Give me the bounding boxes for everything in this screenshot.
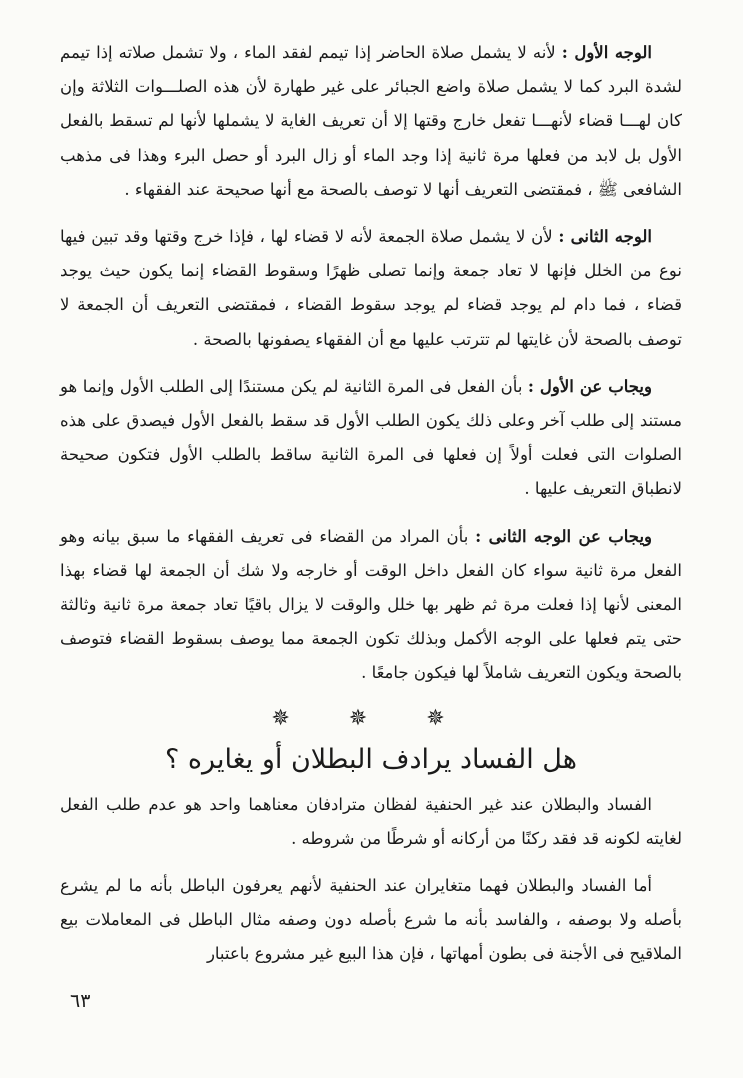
document-page — [60, 36, 682, 985]
paragraph-answer-first — [60, 370, 682, 507]
paragraph-text: بأن المراد من القضاء فى تعريف الفقهاء ما سبق بيانه وهو الفعل مرة ثانية سواء كان الفعل داخل الوقت أو خارجه ولا شك أن الجمعة لها قضاء بهذا المعنى لأنها إذا فعلت مرة ثم ظهر بها خلل والوقت لا يزال باقيًا تعاد جمعة مرة ثانية وثالثة حتى يتم فعلها على الوجه الأكمل وبذلك تكون الجمعة مما يوصف بسقوط القضاء فتوصف بالصحة ويكون التعريف شاملاً لها فيكون جامعًا . — [60, 526, 682, 683]
page-number: ٦٣ — [70, 990, 91, 1012]
paragraph-lead: ويجاب عن الأول : — [527, 376, 652, 396]
paragraph-answer-second — [60, 520, 682, 691]
section-separator: ✵ ✵ ✵ — [271, 705, 471, 731]
section-paragraph: الفساد والبطلان عند غير الحنفية لفظان مترادفان معناهما واحد هو عدم طلب الفعل لغايته لكونه قد فقد ركنًا من أركانه أو شرطًا من شروطه . — [60, 794, 682, 848]
paragraph-text: بأن الفعل فى المرة الثانية لم يكن مستندًا إلى الطلب الأول وإنما هو مستند إلى طلب آخر وعلى ذلك يكون الطلب الأول قد سقط بالفعل الأول فيصدق على هذه الصلوات التى فعلت أولاً إن فعلها فى المرة الثانية ساقط بالطلب الأول فتكون صحيحة لانطباق التعريف عليها . — [60, 376, 682, 499]
paragraph-text: لأن لا يشمل صلاة الجمعة لأنه لا قضاء لها ، فإذا خرج وقتها وقد تبين فيها نوع من الخلل فإنها لا تعاد جمعة وإنما تصلى ظهرًا وسقوط القضاء إنما يكون حيث يوجد قضاء ، فما دام لم يوجد قضاء لم يوجد سقوط القضاء ، فمقتضى التعريف أن الجمعة لا توصف بالصحة لأن غايتها لم تترتب عليها مع أن الفقهاء يصفونها بالصحة . — [60, 227, 682, 349]
paragraph-second-aspect — [60, 220, 682, 357]
paragraph-text: لأنه لا يشمل صلاة الحاضر إذا تيمم لفقد الماء ، ولا تشمل صلاته إذا تيمم لشدة البرد كما لا يشمل صلاة واضع الجبائر على غير طهارة لأن هذه الصلـــوات الثلاثة وإن كان لهـــا قضاء لأنهـــا تفعل خارج وقتها إلا أن تعريف الغاية لا يشملها لأنها لم تسقط بالفعل الأول بل لابد من فعلها مرة ثانية إذا وجد الماء أو زال البرد أو حصل البرء وهذا فى مذهب الشافعى ﷺ ، فمقتضى التعريف أنها لا توصف بالصحة مع أنها صحيحة عند الفقهاء . — [60, 43, 682, 199]
section-title: هل الفساد يرادف البطلان أو يغايره ؟ — [165, 743, 577, 775]
paragraph-lead: الوجه الثانى : — [558, 227, 652, 247]
paragraph-lead: ويجاب عن الوجه الثانى : — [475, 526, 653, 546]
paragraph-first-aspect — [60, 36, 682, 207]
paragraph-lead: الوجه الأول : — [561, 43, 653, 62]
section-paragraph: أما الفساد والبطلان فهما متغايران عند الحنفية لأنهم يعرفون الباطل بأنه ما لم يشرع بأصله ولا بوصفه ، والفاسد بأنه ما شرع بأصله دون وصفه مثال الباطل فى المعاملات بيع الملاقيح فى الأجنة فى بطون أمهاتها ، فإن هذا البيع غير مشروع باعتبار — [60, 876, 682, 964]
